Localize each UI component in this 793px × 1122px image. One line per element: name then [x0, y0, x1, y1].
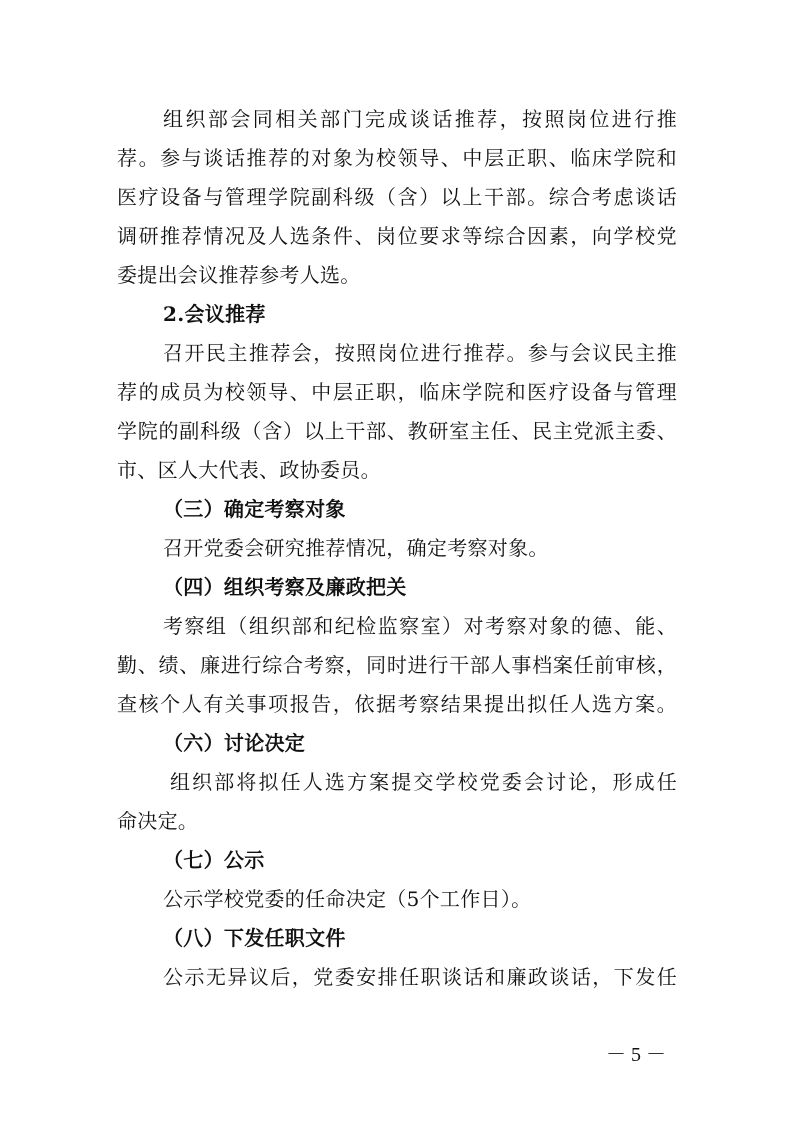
- paragraph-line: 学院的副科级（含）以上干部、教研室主任、民主党派主委、: [117, 419, 677, 443]
- body-text: [117, 100, 677, 997]
- paragraph-line: 委提出会议推荐参考人选。: [117, 263, 361, 287]
- section-heading: （六）讨论决定: [163, 731, 306, 755]
- paragraph-line: 考察组（组织部和纪检监察室）对考察对象的德、能、: [163, 614, 677, 638]
- paragraph-line: 调研推荐情况及人选条件、岗位要求等综合因素，向学校党: [117, 224, 677, 248]
- subheading: 2.会议推荐: [163, 302, 266, 326]
- paragraph-line: 荐。参与谈话推荐的对象为校领导、中层正职、临床学院和: [117, 146, 677, 170]
- section-heading: （七）公示: [163, 848, 265, 872]
- paragraph-line: 市、区人大代表、政协委员。: [117, 458, 381, 482]
- paragraph-line: 召开党委会研究推荐情况，确定考察对象。: [163, 536, 549, 560]
- section-heading: （四）组织考察及廉政把关: [163, 575, 407, 599]
- paragraph-line: 公示学校党委的任命决定（5个工作日）。: [163, 887, 532, 911]
- section-heading: （八）下发任职文件: [163, 926, 346, 950]
- paragraph-line: 召开民主推荐会，按照岗位进行推荐。参与会议民主推: [163, 341, 677, 365]
- section-heading: （三）确定考察对象: [163, 497, 346, 521]
- paragraph-line: 命决定。: [117, 809, 199, 833]
- paragraph-line: 医疗设备与管理学院副科级（含）以上干部。综合考虑谈话: [117, 185, 677, 209]
- paragraph-line: 公示无异议后，党委安排任职谈话和廉政谈话，下发任: [163, 965, 677, 989]
- paragraph-line: 荐的成员为校领导、中层正职，临床学院和医疗设备与管理: [117, 380, 677, 404]
- paragraph-line: 勤、绩、廉进行综合考察，同时进行干部人事档案任前审核，: [117, 653, 677, 677]
- page-number: － 5 －: [606, 1044, 666, 1066]
- paragraph-line: 查核个人有关事项报告，依据考察结果提出拟任人选方案。: [117, 692, 677, 716]
- paragraph-line: 组织部将拟任人选方案提交学校党委会讨论，形成任: [170, 770, 677, 794]
- paragraph-line: 组织部会同相关部门完成谈话推荐，按照岗位进行推: [163, 107, 677, 131]
